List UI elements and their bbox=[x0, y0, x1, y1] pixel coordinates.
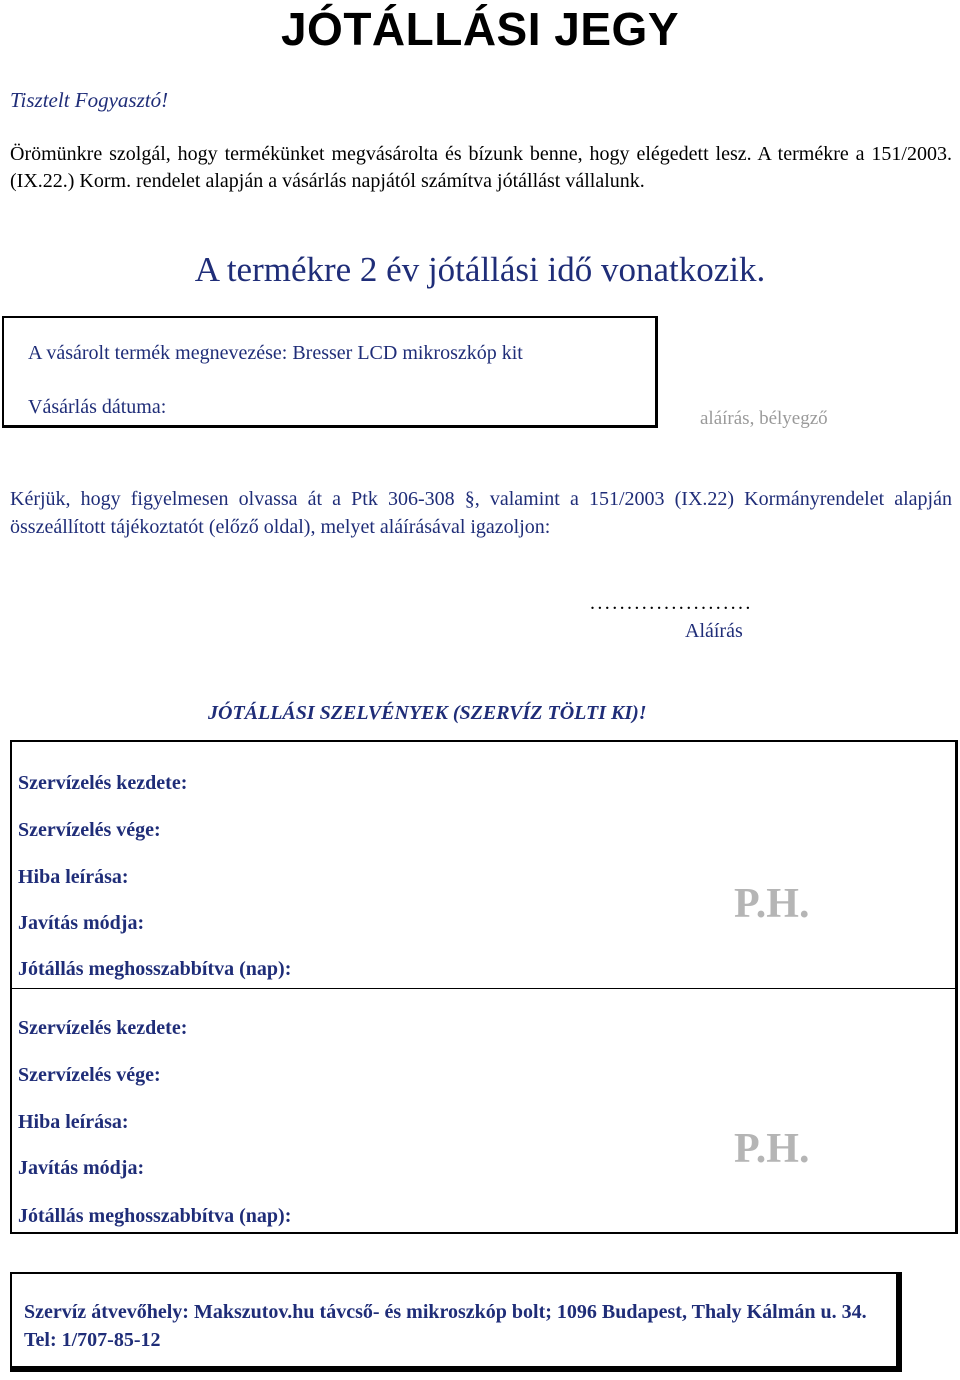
product-name-line: A vásárolt termék megnevezése: Bresser LCD mikroszkóp kit bbox=[28, 342, 523, 364]
warranty-coupon-2 bbox=[10, 988, 958, 1234]
product-info-box bbox=[2, 316, 658, 428]
service-start-label: Szervízelés kezdete: bbox=[18, 1017, 188, 1039]
greeting: Tisztelt Fogyasztó! bbox=[10, 88, 169, 112]
fault-description-label: Hiba leírása: bbox=[18, 866, 129, 888]
signature-label: Aláírás bbox=[685, 620, 743, 642]
service-start-label: Szervízelés kezdete: bbox=[18, 772, 188, 794]
service-location-text: Szervíz átvevőhely: Makszutov.hu távcső- és mikroszkóp bolt; 1096 Budapest, Thaly Kálmán u. 34. Tel: 1/707-85-12 bbox=[24, 1301, 867, 1351]
signature-stamp-hint: aláírás, bélyegző bbox=[700, 408, 828, 429]
warranty-coupon-1 bbox=[10, 740, 958, 990]
page-title: JÓTÁLLÁSI JEGY bbox=[280, 3, 680, 55]
notice-paragraph: Kérjük, hogy figyelmesen olvassa át a Ptk 306-308 §, valamint a 151/2003 (IX.22) Kormányrendelet alapján összeállított tájékoztatót (előző oldal), melyet aláírásával igazoljon: bbox=[10, 488, 952, 538]
repair-method-label: Javítás módja: bbox=[18, 1157, 145, 1179]
warranty-extended-label: Jótállás meghosszabbítva (nap): bbox=[18, 958, 292, 980]
stamp-placeholder: P.H. bbox=[734, 1126, 810, 1172]
service-location-box bbox=[10, 1272, 902, 1372]
service-end-label: Szervízelés vége: bbox=[18, 819, 161, 841]
fault-description-label: Hiba leírása: bbox=[18, 1111, 129, 1133]
purchase-date-label: Vásárlás dátuma: bbox=[28, 396, 167, 418]
intro-paragraph: Örömünkre szolgál, hogy termékünket megvásárolta és bízunk benne, hogy elégedett lesz. A termékre a 151/2003.(IX.22.) Korm. rendelet alapján a vásárlás napjától számítva jótállást vállalunk. bbox=[10, 143, 952, 192]
warranty-extended-label: Jótállás meghosszabbítva (nap): bbox=[18, 1205, 292, 1227]
signature-line: ...................... bbox=[590, 592, 753, 614]
stamp-placeholder: P.H. bbox=[734, 881, 810, 927]
service-end-label: Szervízelés vége: bbox=[18, 1064, 161, 1086]
repair-method-label: Javítás módja: bbox=[18, 912, 145, 934]
coupons-title: JÓTÁLLÁSI SZELVÉNYEK (SZERVÍZ TÖLTI KI)! bbox=[208, 702, 647, 724]
warranty-period-heading: A termékre 2 év jótállási idő vonatkozik. bbox=[194, 250, 766, 289]
